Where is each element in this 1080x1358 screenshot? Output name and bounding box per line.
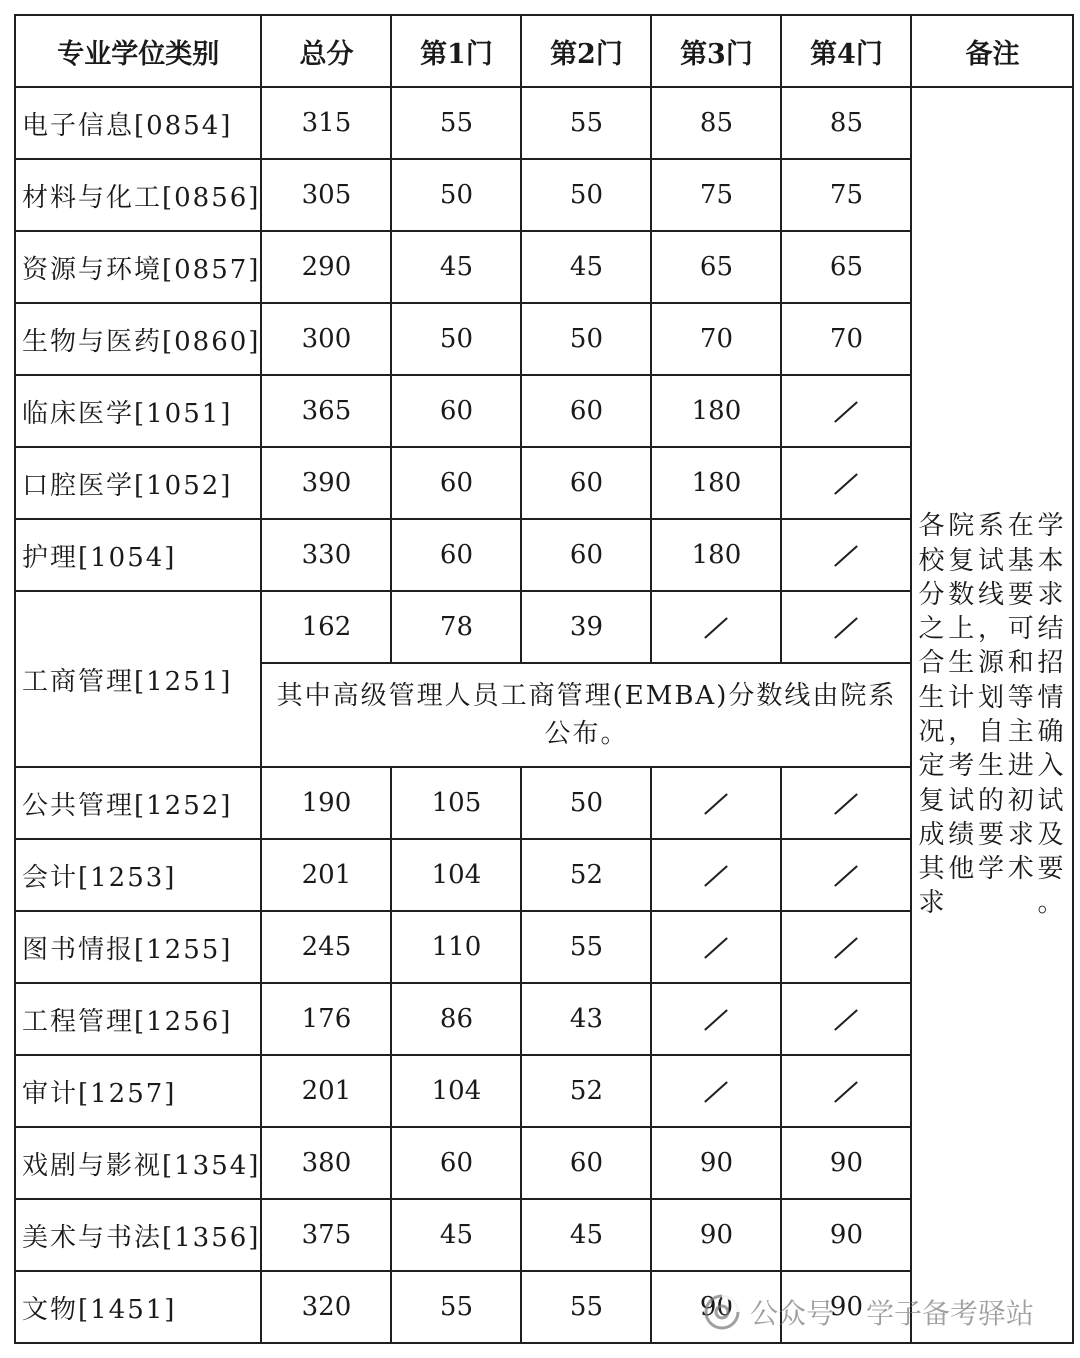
major-cell: 资源与环境[0857] xyxy=(15,231,261,303)
major-cell: 美术与书法[1356] xyxy=(15,1199,261,1271)
subject-2-cell: 45 xyxy=(521,1199,651,1271)
major-cell: 工程管理[1256] xyxy=(15,983,261,1055)
subject-1-cell: 105 xyxy=(391,767,521,839)
header-subject-2: 第2门 xyxy=(521,15,651,87)
header-row xyxy=(15,15,1073,87)
table-body xyxy=(15,87,1073,1343)
watermark-account: 学子备考驿站 xyxy=(866,1297,1035,1330)
slash-mark xyxy=(835,793,859,815)
major-cell: 生物与医药[0860] xyxy=(15,303,261,375)
slash-mark xyxy=(705,617,729,639)
major-cell: 电子信息[0854] xyxy=(15,87,261,159)
subject-1-cell: 104 xyxy=(391,1055,521,1127)
total-score-cell: 375 xyxy=(261,1199,391,1271)
subject-2-cell: 55 xyxy=(521,1271,651,1343)
slash-mark xyxy=(835,865,859,887)
subject-3-cell xyxy=(651,839,781,911)
subject-1-cell: 55 xyxy=(391,1271,521,1343)
total-score-cell: 290 xyxy=(261,231,391,303)
subject-3-cell xyxy=(651,983,781,1055)
subject-2-cell: 43 xyxy=(521,983,651,1055)
subject-4-cell xyxy=(781,447,911,519)
total-score-cell: 315 xyxy=(261,87,391,159)
slash-mark xyxy=(705,865,729,887)
watermark xyxy=(704,1292,1034,1332)
score-table xyxy=(14,14,1074,1344)
slash-mark xyxy=(835,617,859,639)
subject-2-cell: 60 xyxy=(521,1127,651,1199)
subject-2-cell: 50 xyxy=(521,159,651,231)
subject-4-cell xyxy=(781,911,911,983)
slash-mark xyxy=(705,1009,729,1031)
subject-3-cell xyxy=(651,767,781,839)
total-score-cell: 365 xyxy=(261,375,391,447)
slash-mark xyxy=(705,793,729,815)
total-score-cell: 190 xyxy=(261,767,391,839)
total-score-cell: 390 xyxy=(261,447,391,519)
subject-1-cell: 55 xyxy=(391,87,521,159)
major-cell: 戏剧与影视[1354] xyxy=(15,1127,261,1199)
subject-4-cell: 85 xyxy=(781,87,911,159)
subject-3-cell: 90 xyxy=(651,1271,781,1343)
subject-2-cell: 60 xyxy=(521,519,651,591)
total-score-cell: 320 xyxy=(261,1271,391,1343)
subject-3-cell xyxy=(651,591,781,663)
slash-mark xyxy=(705,1081,729,1103)
subject-2-cell: 39 xyxy=(521,591,651,663)
major-cell: 公共管理[1252] xyxy=(15,767,261,839)
header-subject-1: 第1门 xyxy=(391,15,521,87)
total-score-cell: 305 xyxy=(261,159,391,231)
subject-3-cell: 75 xyxy=(651,159,781,231)
total-score-cell: 245 xyxy=(261,911,391,983)
subject-3-cell: 85 xyxy=(651,87,781,159)
major-cell: 临床医学[1051] xyxy=(15,375,261,447)
major-cell: 审计[1257] xyxy=(15,1055,261,1127)
subject-1-cell: 60 xyxy=(391,375,521,447)
subject-2-cell: 50 xyxy=(521,303,651,375)
subject-4-cell: 90 xyxy=(781,1199,911,1271)
total-score-cell: 176 xyxy=(261,983,391,1055)
subject-2-cell: 55 xyxy=(521,911,651,983)
subject-3-cell: 90 xyxy=(651,1127,781,1199)
subject-1-cell: 86 xyxy=(391,983,521,1055)
subject-3-cell: 180 xyxy=(651,375,781,447)
subject-1-cell: 60 xyxy=(391,1127,521,1199)
total-score-cell: 300 xyxy=(261,303,391,375)
subject-1-cell: 50 xyxy=(391,303,521,375)
table-row xyxy=(15,87,1073,159)
subject-4-cell xyxy=(781,983,911,1055)
major-cell: 材料与化工[0856] xyxy=(15,159,261,231)
subject-3-cell xyxy=(651,1055,781,1127)
header-subject-4: 第4门 xyxy=(781,15,911,87)
subject-4-cell: 70 xyxy=(781,303,911,375)
total-score-cell: 330 xyxy=(261,519,391,591)
subject-3-cell: 180 xyxy=(651,519,781,591)
header-subject-3: 第3门 xyxy=(651,15,781,87)
subject-3-cell: 70 xyxy=(651,303,781,375)
header-remark: 备注 xyxy=(911,15,1073,87)
subject-1-cell: 60 xyxy=(391,519,521,591)
subject-4-cell: 65 xyxy=(781,231,911,303)
subject-2-cell: 60 xyxy=(521,447,651,519)
slash-mark xyxy=(835,545,859,567)
major-cell: 护理[1054] xyxy=(15,519,261,591)
subject-1-cell: 104 xyxy=(391,839,521,911)
major-cell: 会计[1253] xyxy=(15,839,261,911)
subject-2-cell: 55 xyxy=(521,87,651,159)
subject-4-cell: 90 xyxy=(781,1271,911,1343)
emba-note-cell: 其中高级管理人员工商管理(EMBA)分数线由院系公布。 xyxy=(261,663,911,767)
watermark-prefix: 公众号 xyxy=(750,1297,835,1330)
subject-2-cell: 52 xyxy=(521,839,651,911)
subject-2-cell: 52 xyxy=(521,1055,651,1127)
slash-mark xyxy=(835,473,859,495)
major-cell: 图书情报[1255] xyxy=(15,911,261,983)
subject-1-cell: 60 xyxy=(391,447,521,519)
subject-1-cell: 78 xyxy=(391,591,521,663)
subject-4-cell: 90 xyxy=(781,1127,911,1199)
subject-1-cell: 45 xyxy=(391,231,521,303)
major-cell: 文物[1451] xyxy=(15,1271,261,1343)
slash-mark xyxy=(705,937,729,959)
subject-4-cell xyxy=(781,839,911,911)
subject-3-cell: 180 xyxy=(651,447,781,519)
subject-4-cell xyxy=(781,591,911,663)
subject-4-cell: 75 xyxy=(781,159,911,231)
slash-mark xyxy=(835,1081,859,1103)
subject-3-cell: 90 xyxy=(651,1199,781,1271)
slash-mark xyxy=(835,1009,859,1031)
slash-mark xyxy=(835,937,859,959)
slash-mark xyxy=(835,401,859,423)
subject-1-cell: 110 xyxy=(391,911,521,983)
remark-cell: 各院系在学校复试基本分数线要求之上，可结合生源和招生计划等情况，自主确定考生进入复试的初试成绩要求及其他学术要求。 xyxy=(911,87,1073,1343)
subject-4-cell xyxy=(781,375,911,447)
subject-2-cell: 45 xyxy=(521,231,651,303)
subject-2-cell: 60 xyxy=(521,375,651,447)
major-cell: 口腔医学[1052] xyxy=(15,447,261,519)
subject-4-cell xyxy=(781,1055,911,1127)
header-major: 专业学位类别 xyxy=(15,15,261,87)
subject-1-cell: 50 xyxy=(391,159,521,231)
total-score-cell: 380 xyxy=(261,1127,391,1199)
major-cell: 工商管理[1251] xyxy=(15,591,261,767)
subject-4-cell xyxy=(781,767,911,839)
subject-1-cell: 45 xyxy=(391,1199,521,1271)
header-total: 总分 xyxy=(261,15,391,87)
wechat-official-account-icon xyxy=(704,1294,740,1330)
total-score-cell: 201 xyxy=(261,1055,391,1127)
subject-4-cell xyxy=(781,519,911,591)
total-score-cell: 162 xyxy=(261,591,391,663)
subject-3-cell: 65 xyxy=(651,231,781,303)
subject-2-cell: 50 xyxy=(521,767,651,839)
subject-3-cell xyxy=(651,911,781,983)
total-score-cell: 201 xyxy=(261,839,391,911)
